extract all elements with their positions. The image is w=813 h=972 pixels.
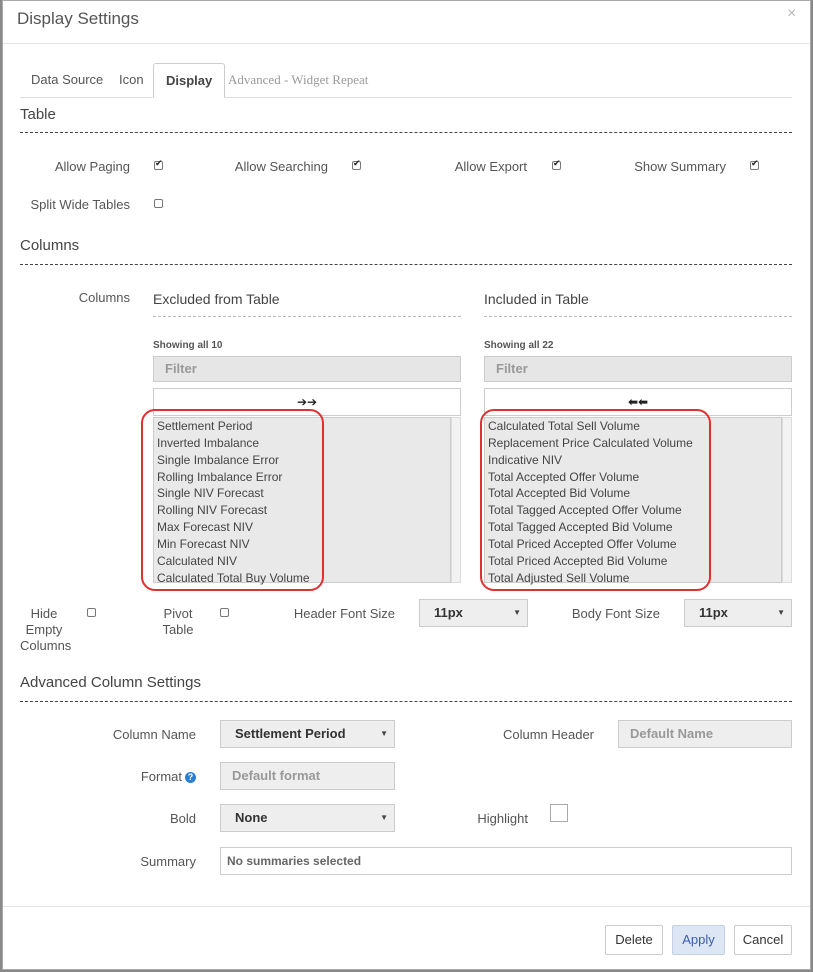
dialog-title: Display Settings	[17, 9, 139, 28]
tab-display[interactable]: Display	[153, 63, 225, 98]
highlight-color-picker[interactable]	[550, 804, 568, 822]
excluded-divider	[153, 316, 461, 317]
footer-divider	[3, 906, 810, 907]
columns-section-heading: Columns	[20, 237, 80, 254]
show-summary-label: Show Summary	[634, 159, 726, 174]
tab-advanced-widget-repeat[interactable]: Advanced - Widget Repeat	[228, 72, 369, 87]
list-item[interactable]: Inverted Imbalance	[157, 436, 260, 450]
included-filter-input[interactable]: Filter	[484, 356, 792, 382]
display-settings-dialog	[2, 0, 811, 970]
allow-export-label: Allow Export	[454, 159, 527, 174]
list-item[interactable]: Min Forecast NIV	[157, 537, 250, 551]
list-item[interactable]: Total Accepted Offer Volume	[488, 470, 640, 484]
column-name-select[interactable]: Settlement Period ▼	[220, 720, 395, 748]
chevron-down-icon: ▼	[380, 729, 388, 738]
list-item[interactable]: Max Forecast NIV	[157, 520, 254, 534]
bold-select[interactable]: None ▼	[220, 804, 395, 832]
table-section-heading: Table	[20, 106, 56, 123]
show-summary-checkbox[interactable]	[750, 161, 759, 170]
bold-label: Bold	[169, 811, 196, 826]
tab-icon[interactable]: Icon	[119, 72, 144, 87]
apply-button[interactable]: Apply	[672, 925, 725, 955]
arrow-left-icon: ⬅⬅	[627, 395, 649, 409]
advanced-section-heading: Advanced Column Settings	[20, 674, 201, 691]
advanced-section-divider	[20, 701, 792, 702]
column-header-label: Column Header	[502, 727, 594, 742]
list-item[interactable]: Settlement Period	[157, 419, 253, 433]
split-wide-tables-checkbox[interactable]	[154, 199, 163, 208]
allow-paging-label: Allow Paging	[54, 159, 130, 174]
table-section-divider	[20, 132, 792, 133]
list-item[interactable]: Indicative NIV	[488, 453, 563, 467]
list-item[interactable]: Calculated NIV	[157, 554, 238, 568]
format-input[interactable]: Default format	[220, 762, 395, 790]
list-item[interactable]: Rolling Imbalance Error	[157, 470, 283, 484]
list-item[interactable]: Calculated Total Buy Volume	[157, 571, 310, 585]
summary-multiselect[interactable]: No summaries selected	[220, 847, 792, 875]
columns-section-divider	[20, 264, 792, 265]
format-label: Format ?	[83, 769, 196, 784]
arrow-right-icon: ➔➔	[296, 395, 318, 409]
header-font-size-label: Header Font Size	[293, 606, 395, 621]
body-font-size-select[interactable]: 11px ▼	[684, 599, 792, 627]
split-wide-tables-label: Split Wide Tables	[30, 197, 130, 212]
list-item[interactable]: Total Priced Accepted Bid Volume	[488, 554, 668, 568]
chevron-down-icon: ▼	[777, 608, 785, 617]
allow-paging-checkbox[interactable]	[154, 161, 163, 170]
close-icon[interactable]: ×	[787, 5, 797, 22]
body-font-size-label: Body Font Size	[571, 606, 660, 621]
help-icon[interactable]: ?	[185, 772, 196, 783]
list-item[interactable]: Single NIV Forecast	[157, 486, 264, 500]
column-header-input[interactable]: Default Name	[618, 720, 792, 748]
pivot-table-label: Pivot Table	[162, 606, 194, 637]
list-item[interactable]: Single Imbalance Error	[157, 453, 280, 467]
included-scrollbar[interactable]	[782, 417, 792, 583]
summary-label: Summary	[140, 854, 196, 869]
highlight-label: Highlight	[477, 811, 528, 826]
header-font-size-select[interactable]: 11px ▼	[419, 599, 528, 627]
column-name-label: Column Name	[112, 727, 196, 742]
header-divider	[3, 43, 810, 44]
list-item[interactable]: Replacement Price Calculated Volume	[488, 436, 693, 450]
excluded-count: Showing all 10	[153, 340, 223, 351]
included-heading: Included in Table	[484, 291, 589, 307]
allow-searching-checkbox[interactable]	[352, 161, 361, 170]
excluded-heading: Excluded from Table	[153, 291, 280, 307]
delete-button[interactable]: Delete	[605, 925, 663, 955]
allow-export-checkbox[interactable]	[552, 161, 561, 170]
included-highlight-outline	[480, 409, 711, 591]
list-item[interactable]: Total Priced Accepted Offer Volume	[488, 537, 677, 551]
included-count: Showing all 22	[484, 340, 554, 351]
chevron-down-icon: ▼	[380, 813, 388, 822]
list-item[interactable]: Total Tagged Accepted Offer Volume	[488, 503, 682, 517]
excluded-scrollbar[interactable]	[451, 417, 461, 583]
list-item[interactable]: Total Accepted Bid Volume	[488, 486, 631, 500]
pivot-table-checkbox[interactable]	[220, 608, 229, 617]
list-item[interactable]: Total Tagged Accepted Bid Volume	[488, 520, 673, 534]
included-divider	[484, 316, 792, 317]
excluded-highlight-outline	[141, 409, 324, 591]
columns-field-label: Columns	[78, 290, 130, 305]
list-item[interactable]: Total Adjusted Sell Volume	[488, 571, 630, 585]
hide-empty-columns-checkbox[interactable]	[87, 608, 96, 617]
chevron-down-icon: ▼	[513, 608, 521, 617]
cancel-button[interactable]: Cancel	[734, 925, 792, 955]
allow-searching-label: Allow Searching	[234, 159, 328, 174]
excluded-filter-input[interactable]: Filter	[153, 356, 461, 382]
tab-data-source[interactable]: Data Source	[31, 72, 104, 87]
list-item[interactable]: Rolling NIV Forecast	[157, 503, 268, 517]
list-item[interactable]: Calculated Total Sell Volume	[488, 419, 640, 433]
hide-empty-columns-label: Hide Empty Columns	[20, 606, 72, 653]
tabs-baseline	[20, 97, 792, 98]
